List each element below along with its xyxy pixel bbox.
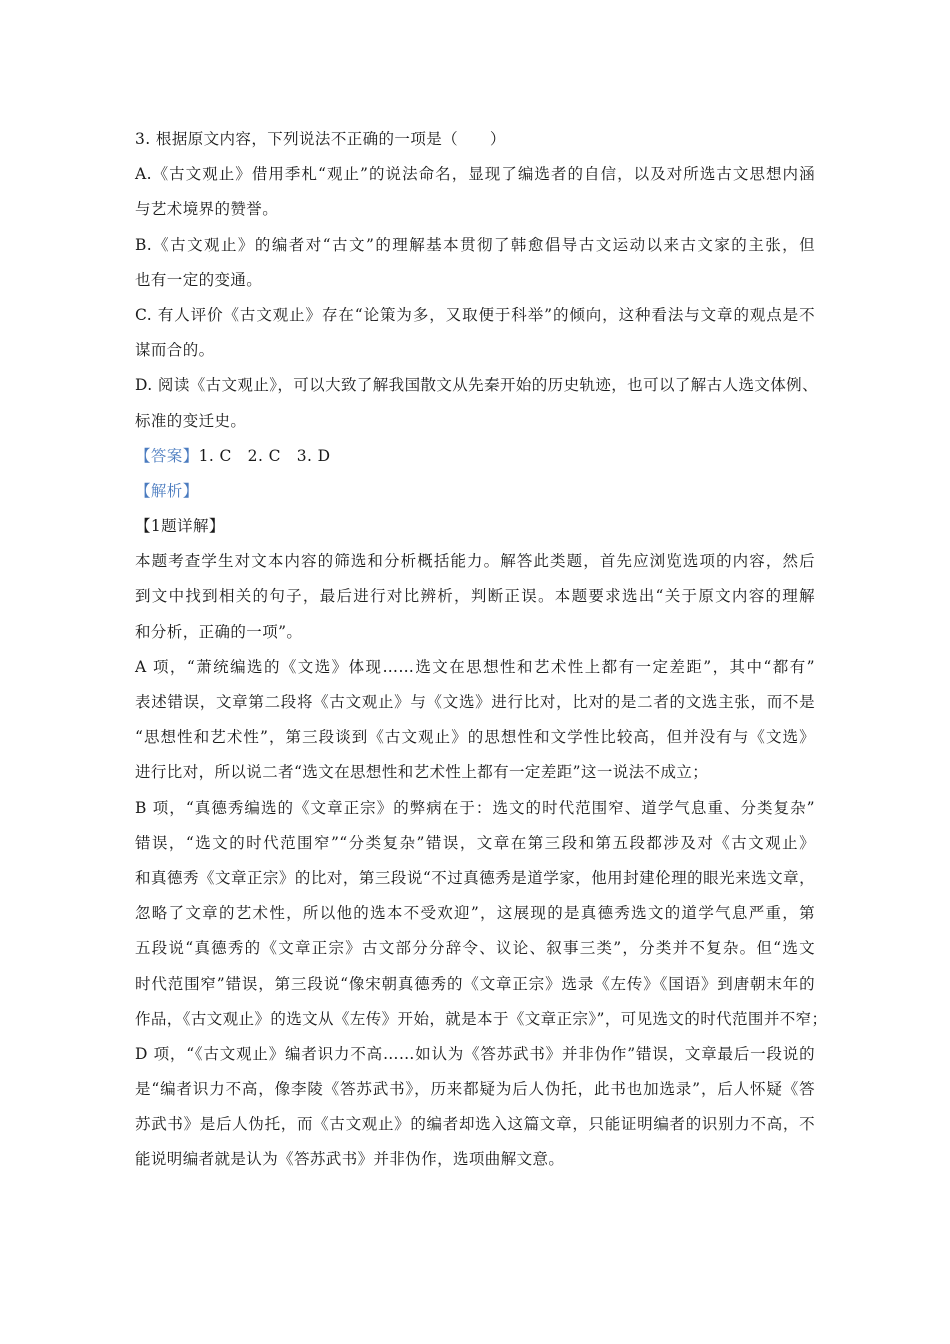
- para-b-line-7: 作品，《古文观止》的选文从《左传》开始，就是本于《文章正宗》”，可见选文的时代范围并不窄；: [135, 1009, 828, 1028]
- option-b-line-1: B.《古文观止》的编者对“古文”的理解基本贯彻了韩愈倡导古文运动以来古文家的主张，但: [135, 235, 815, 254]
- question-stem: 3. 根据原文内容，下列说法不正确的一项是（ ）: [135, 130, 506, 148]
- option-b-line-2: 也有一定的变通。: [135, 270, 263, 289]
- para-d-line-3: 苏武书》是后人伪托，而《古文观止》的编者却选入这篇文章，只能证明编者的识别力不高，不: [135, 1115, 815, 1134]
- para-b-line-6: 时代范围窄”错误，第三段说“像宋朝真德秀的《文章正宗》选录《左传》《国语》到唐朝末年的: [135, 974, 815, 993]
- para-d-line-2: 是“编者识力不高，像李陵《答苏武书》，历来都疑为后人伪托，此书也加选录”，后人怀疑《答: [135, 1080, 815, 1099]
- option-a-line-2: 与艺术境界的赞誉。: [135, 200, 279, 219]
- para-d-line-1: D 项，“《古文观止》编者识力不高……如认为《答苏武书》并非伪作”错误，文章最后一段说的: [135, 1044, 815, 1063]
- para-1-line-2: 到文中找到相关的句子，最后进行对比辨析，判断正误。本题要求选出“关于原文内容的理解: [135, 587, 815, 606]
- para-1-line-1: 本题考查学生对文本内容的筛选和分析概括能力。解答此类题，首先应浏览选项的内容，然后: [135, 552, 815, 571]
- para-b-line-5: 五段说“真德秀的《文章正宗》古文部分分辞令、议论、叙事三类”，分类并不复杂。但“选文: [135, 939, 815, 958]
- document-page: [135, 122, 828, 1178]
- para-b-line-3: 和真德秀《文章正宗》的比对，第三段说“不过真德秀是道学家，他用封建伦理的眼光来选文章，: [135, 868, 815, 887]
- para-1-line-3: 和分析，正确的一项”。: [135, 622, 303, 641]
- option-d-line-2: 标准的变迁史。: [135, 411, 247, 430]
- para-b-line-2: 错误，“选文的时代范围窄”“分类复杂”错误，文章在第三段和第五段都涉及对《古文观止》: [135, 833, 815, 852]
- answer-line: [135, 439, 815, 474]
- analysis-line: [135, 474, 815, 509]
- option-a-line-1: A.《古文观止》借用季札“观止”的说法命名，显现了编选者的自信，以及对所选古文思想内涵: [135, 165, 815, 184]
- analysis-tag: 【解析】: [135, 481, 199, 500]
- para-a-line-2: 表述错误，文章第二段将《古文观止》与《文选》进行比对，比对的是二者的文选主张，而不是: [135, 693, 815, 711]
- analysis-subheading: 【1题详解】: [135, 517, 225, 536]
- answer-tag: 【答案】: [135, 446, 199, 465]
- option-d-line-1: D. 阅读《古文观止》，可以大致了解我国散文从先秦开始的历史轨迹，也可以了解古人选文体例、: [135, 376, 818, 395]
- answer-text: 1. C 2. C 3. D: [198, 446, 331, 465]
- para-a-line-1: A 项，“萧统编选的《文选》体现……选文在思想性和艺术性上都有一定差距”，其中“都有”: [135, 657, 815, 676]
- para-b-line-4: 忽略了文章的艺术性，所以他的选本不受欢迎”，这展现的是真德秀选文的道学气息严重，第: [135, 904, 815, 923]
- option-c-line-1: C. 有人评价《古文观止》存在“论策为多，又取便于科举”的倾向，这种看法与文章的观点是不: [135, 305, 815, 324]
- para-b-line-1: B 项，“真德秀编选的《文章正宗》的弊病在于：选文的时代范围窄、道学气息重、分类复杂”: [135, 798, 815, 817]
- para-a-line-4: 进行比对，所以说二者“选文在思想性和艺术性上都有一定差距”这一说法不成立；: [135, 763, 709, 782]
- para-d-line-4: 能说明编者就是认为《答苏武书》并非伪作，选项曲解文意。: [135, 1150, 565, 1169]
- para-a-line-3: “思想性和艺术性”，第三段谈到《古文观止》的思想性和文学性比较高，但并没有与《文选》: [135, 728, 815, 747]
- option-c-line-2: 谋而合的。: [135, 341, 215, 360]
